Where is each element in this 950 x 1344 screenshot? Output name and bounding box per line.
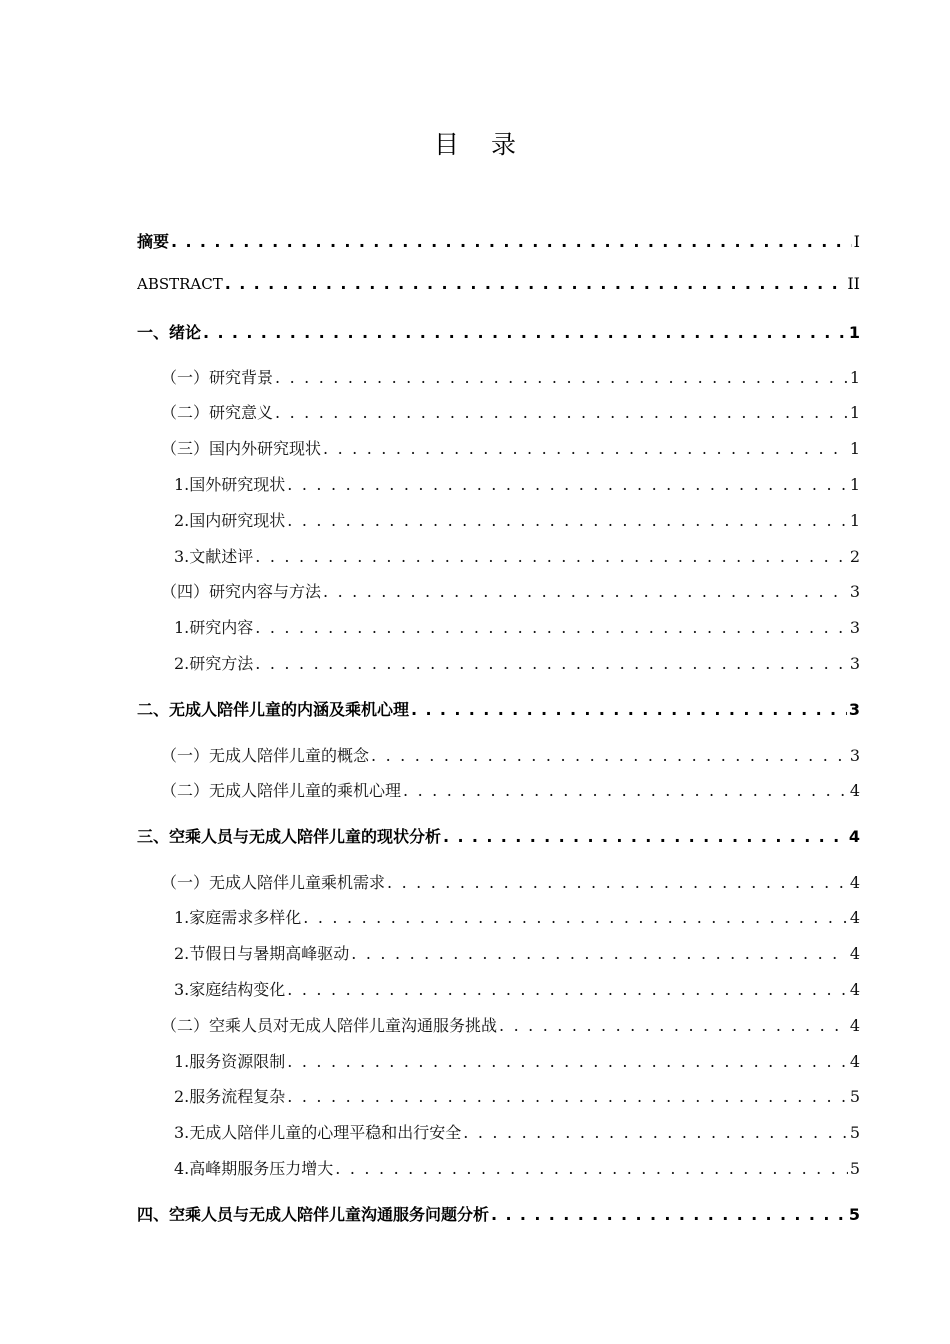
toc-entry-page: 3 bbox=[848, 700, 860, 719]
dot-leader bbox=[203, 323, 847, 342]
toc-entry[interactable] bbox=[137, 1202, 860, 1224]
toc-entry[interactable] bbox=[161, 400, 860, 422]
toc-entry-label: 摘要 bbox=[137, 232, 170, 251]
toc-entry-page: 4 bbox=[849, 873, 860, 892]
toc-entry[interactable] bbox=[161, 778, 860, 800]
toc-entry-page: 1 bbox=[849, 368, 860, 387]
toc-entry-label: 4.高峰期服务压力增大 bbox=[174, 1159, 334, 1178]
dot-leader bbox=[491, 1205, 847, 1224]
dot-leader bbox=[255, 547, 848, 566]
dot-leader bbox=[387, 873, 848, 892]
dot-leader bbox=[255, 618, 848, 637]
toc-entry-page: 1 bbox=[848, 323, 860, 342]
toc-entry-page: 4 bbox=[849, 781, 860, 800]
toc-entry-page: 4 bbox=[849, 1052, 860, 1071]
toc-entry-page: I bbox=[853, 232, 860, 251]
toc-entry-page: 5 bbox=[849, 1087, 860, 1106]
toc-entry[interactable] bbox=[161, 870, 860, 892]
toc-entry-page: 4 bbox=[849, 944, 860, 963]
toc-entry-label: （一）无成人陪伴儿童乘机需求 bbox=[161, 873, 386, 892]
page-title: 目 录 bbox=[434, 130, 528, 159]
dot-leader bbox=[171, 232, 852, 251]
toc-entry[interactable] bbox=[137, 697, 860, 719]
toc-entry-page: 5 bbox=[848, 1205, 860, 1224]
toc-entry-label: 2.节假日与暑期高峰驱动 bbox=[174, 944, 350, 963]
toc-entry-page: 4 bbox=[849, 1016, 860, 1035]
toc-entry-label: （四）研究内容与方法 bbox=[161, 582, 322, 601]
toc-entry[interactable] bbox=[174, 544, 860, 566]
dot-leader bbox=[275, 403, 848, 422]
dot-leader bbox=[287, 1087, 848, 1106]
toc-entry[interactable] bbox=[174, 1049, 860, 1071]
toc-entry-label: 三、空乘人员与无成人陪伴儿童的现状分析 bbox=[137, 827, 442, 846]
toc-entry-page: 4 bbox=[849, 980, 860, 999]
toc-entry-label: （二）无成人陪伴儿童的乘机心理 bbox=[161, 781, 402, 800]
toc-entry-label: （一）无成人陪伴儿童的概念 bbox=[161, 746, 370, 765]
toc-entry[interactable] bbox=[137, 824, 860, 846]
dot-leader bbox=[335, 1159, 848, 1178]
toc-entry-page: 3 bbox=[849, 582, 860, 601]
toc-entry[interactable] bbox=[174, 508, 860, 530]
toc-entry-page: 3 bbox=[849, 654, 860, 673]
toc-entry[interactable] bbox=[174, 977, 860, 999]
toc-entry[interactable] bbox=[137, 320, 860, 342]
toc-entry-page: 1 bbox=[849, 511, 860, 530]
toc-entry-page: 3 bbox=[849, 746, 860, 765]
toc-entry-page: 3 bbox=[849, 618, 860, 637]
dot-leader bbox=[499, 1016, 848, 1035]
dot-leader bbox=[303, 908, 848, 927]
dot-leader bbox=[463, 1123, 848, 1142]
toc-entry-label: 3.无成人陪伴儿童的心理平稳和出行安全 bbox=[174, 1123, 462, 1142]
toc-entry-page: 4 bbox=[848, 827, 860, 846]
toc-entry-label: 3.家庭结构变化 bbox=[174, 980, 286, 999]
toc-entry-page: 1 bbox=[849, 439, 860, 458]
toc-entry[interactable] bbox=[137, 274, 860, 296]
dot-leader bbox=[443, 827, 847, 846]
toc-entry[interactable] bbox=[137, 229, 860, 251]
toc-entry-label: 1.家庭需求多样化 bbox=[174, 908, 302, 927]
toc-entry[interactable] bbox=[174, 905, 860, 927]
toc-entry[interactable] bbox=[161, 1013, 860, 1035]
dot-leader bbox=[287, 1052, 848, 1071]
dot-leader bbox=[351, 944, 848, 963]
toc-entry[interactable] bbox=[174, 1156, 860, 1178]
toc-entry-page: 4 bbox=[849, 908, 860, 927]
toc-entry-label: （三）国内外研究现状 bbox=[161, 439, 322, 458]
toc-entry-label: （二）研究意义 bbox=[161, 403, 274, 422]
toc-entry-label: 2.服务流程复杂 bbox=[174, 1087, 286, 1106]
dot-leader bbox=[371, 746, 848, 765]
toc-entry-page: 1 bbox=[849, 403, 860, 422]
toc-entry[interactable] bbox=[174, 1084, 860, 1106]
toc-entry[interactable] bbox=[174, 1120, 860, 1142]
dot-leader bbox=[255, 654, 848, 673]
toc-entry-label: 四、空乘人员与无成人陪伴儿童沟通服务问题分析 bbox=[137, 1205, 490, 1224]
toc-entry[interactable] bbox=[174, 615, 860, 637]
dot-leader bbox=[403, 781, 848, 800]
toc-entry[interactable] bbox=[161, 365, 860, 387]
dot-leader bbox=[225, 274, 846, 293]
toc-entry-label: 3.文献述评 bbox=[174, 547, 254, 566]
dot-leader bbox=[287, 511, 848, 530]
toc-entry[interactable] bbox=[161, 743, 860, 765]
toc-entry[interactable] bbox=[174, 651, 860, 673]
toc-entry[interactable] bbox=[174, 472, 860, 494]
toc-entry-label: （二）空乘人员对无成人陪伴儿童沟通服务挑战 bbox=[161, 1016, 498, 1035]
toc-entry-label: 2.研究方法 bbox=[174, 654, 254, 673]
toc-entry-page: 5 bbox=[849, 1123, 860, 1142]
dot-leader bbox=[287, 980, 848, 999]
toc-entry[interactable] bbox=[174, 941, 860, 963]
toc-entry-label: ABSTRACT bbox=[137, 275, 223, 293]
toc-entry-label: 1.服务资源限制 bbox=[174, 1052, 286, 1071]
dot-leader bbox=[287, 475, 848, 494]
toc-entry-label: （一）研究背景 bbox=[161, 368, 274, 387]
dot-leader bbox=[411, 700, 847, 719]
dot-leader bbox=[275, 368, 848, 387]
toc-entry[interactable] bbox=[161, 579, 860, 601]
toc-entry[interactable] bbox=[161, 436, 860, 458]
toc-entry-page: 5 bbox=[849, 1159, 860, 1178]
dot-leader bbox=[323, 582, 848, 601]
toc-entry-page: 1 bbox=[849, 475, 860, 494]
toc-entry-page: 2 bbox=[849, 547, 860, 566]
dot-leader bbox=[323, 439, 848, 458]
toc-entry-page: II bbox=[847, 274, 860, 293]
toc-entry-label: 1.研究内容 bbox=[174, 618, 254, 637]
toc-entry-label: 一、绪论 bbox=[137, 323, 202, 342]
toc-entry-label: 2.国内研究现状 bbox=[174, 511, 286, 530]
toc-entry-label: 二、无成人陪伴儿童的内涵及乘机心理 bbox=[137, 700, 410, 719]
toc-entry-label: 1.国外研究现状 bbox=[174, 475, 286, 494]
